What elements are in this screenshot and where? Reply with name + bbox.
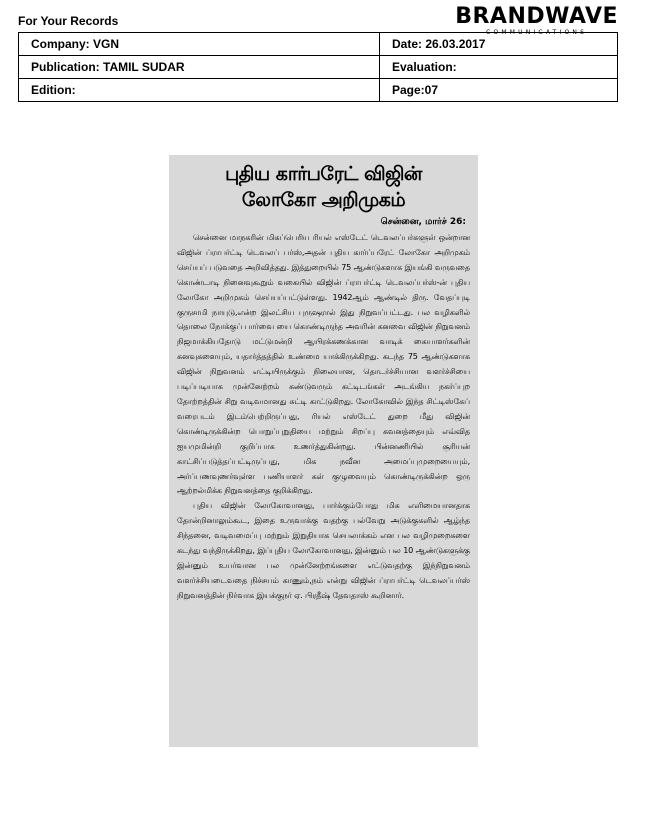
edition-cell: Edition: — [19, 79, 380, 102]
record-details-table — [18, 32, 618, 102]
logo-brand-text: BRANDWAVE — [455, 4, 618, 29]
publication-cell: Publication: TAMIL SUDAR — [19, 56, 380, 79]
evaluation-cell: Evaluation: — [380, 56, 618, 79]
headline-line-1: புதிய கார்பரேட் விஜின் — [225, 163, 422, 185]
article-body — [169, 230, 478, 603]
page-cell: Page:07 — [380, 79, 618, 102]
article-paragraph-1: சென்னை மாநகரின் மிகப்பெரிய ரியல் எஸ்டேட் டெவலப்பர்களுள் ஒன்றான விஜின் ப்ராபர்ட்டி டெவலப் பர்ஸ்,அதன் புதிய கார்ப்பரேட் லோகோ அறிமுகம் செய்யப் படுவதை அறிவித்தது. இத்துறையில் 75 ஆண்டுகளாக இயங்கி வருவதை கொண்டாடி நினைவுகூறும் வகையில் விஜின் ப்ராபர்ட்டி டெவலப்பர்ஸ்-ன் புதிய லோகோ அறிமுகம் செய்யப்பட்டுள்ளது. 1942ஆம் ஆண்டில் திரு. வேதப்புடி குருசாமி நாயுடு,என்ற இலட்சிய புருஷரால் இது நிறுவப்பட்டது. பல வழிகளில் தொலை நோக்குப் பார்வை யை கொண்டிருந்த அவரின் கனவை விஜின் நிறுவனம் நிஜமாக்கியதோடு மட்டுமன்றி ஆயிரக்கணக்கான வாடிக் கையாளர்களின் கனவுகளையும், யதார்த்தத்தில் உண்மை யாக்கிருக்கிறது. கடந்த 75 ஆண்டுகளாக விஜின் நிறுவனம் எட்டியிருக்கும் நிலையான, தொடர்ச்சியான வளர்ச்சியை படிப்படியாக முன்னேற்றம் கண்டுவரும் கட்டிடங்கள் அடங்கிய நகர்ப்புற தோற்றத்தின் சிறு வடிவமானது சுட்டி காட்டுகிறது. லோகோவில் இந்த சிட்டிஸ்கேப் வரைபடம் இடம்பெற்றிருப்பது, ரியல் எஸ்டேட் துறை மீது விஜின் கொண்டிருக்கின்ற பொறுப்புறுதியை மற்றும் சிறப்பு கவனத்தையும் எவ்வித ஐயமுமின்றி குறிப்பாக உணர்த்துகின்றது. பின்னணியில் சூரியன் காட்சிப்படுத்தப்பட்டிருப்பது, மிக நவீன அமைப்புமுறையையும், அர்ப்பணவுணர்வுள்ள பணியாளர் கள் குழுவையும் கொண்டிருக்கின்ற ஒரு ஆற்றல்மிக்க நிறுவனத்தை குறிக்கிறது. — [177, 232, 470, 496]
table-row — [19, 56, 618, 79]
date-cell: Date: 26.03.2017 — [380, 33, 618, 56]
article-headline — [169, 155, 478, 213]
headline-line-2: லோகோ அறிமுகம் — [241, 189, 406, 211]
table-row — [19, 79, 618, 102]
logo-tagline: COMMUNICATIONS — [486, 29, 588, 36]
article-paragraph-2: புதிய விஜின் லோகோவானது, பார்க்கும்போது மிக எளிமையானதாக தோன்றினாலும்கூட, இதை உருவாக்கு வதற்கு பல்வேறு அடுக்குகளில் ஆழ்ந்த சிந்தனை, வடிவமைப்பு மற்றும் இறுதியாக செயலாக்கம் என பல வழிமுறைகளை கடந்து வந்திருக்கிறது, இப்புதிய லோகோவானது, இன்னும் பல 10 ஆண்டுகளுக்கு இன்னும் உயர்வான பல முன்னேற்றங்களை எட்டுவதற்கு இந்நிறுவனம் வளர்ச்சியடைவதை நிச்சயம் காணும்,நம் என்று விஜின் ப்ராபர்ட்டி டெவலப்பர்ஸ் நிறுவனத்தின் நிர்வாக இயக்குநர் ஏ. பிரதீஷ் தேவதாஸ் கூறினார். — [177, 500, 470, 600]
company-cell: Company: VGN — [19, 33, 380, 56]
for-your-records-label: For Your Records — [18, 14, 119, 28]
newspaper-clipping — [169, 155, 478, 747]
table-row — [19, 33, 618, 56]
article-dateline: சென்னை, மார்ச் 26: — [380, 217, 466, 227]
